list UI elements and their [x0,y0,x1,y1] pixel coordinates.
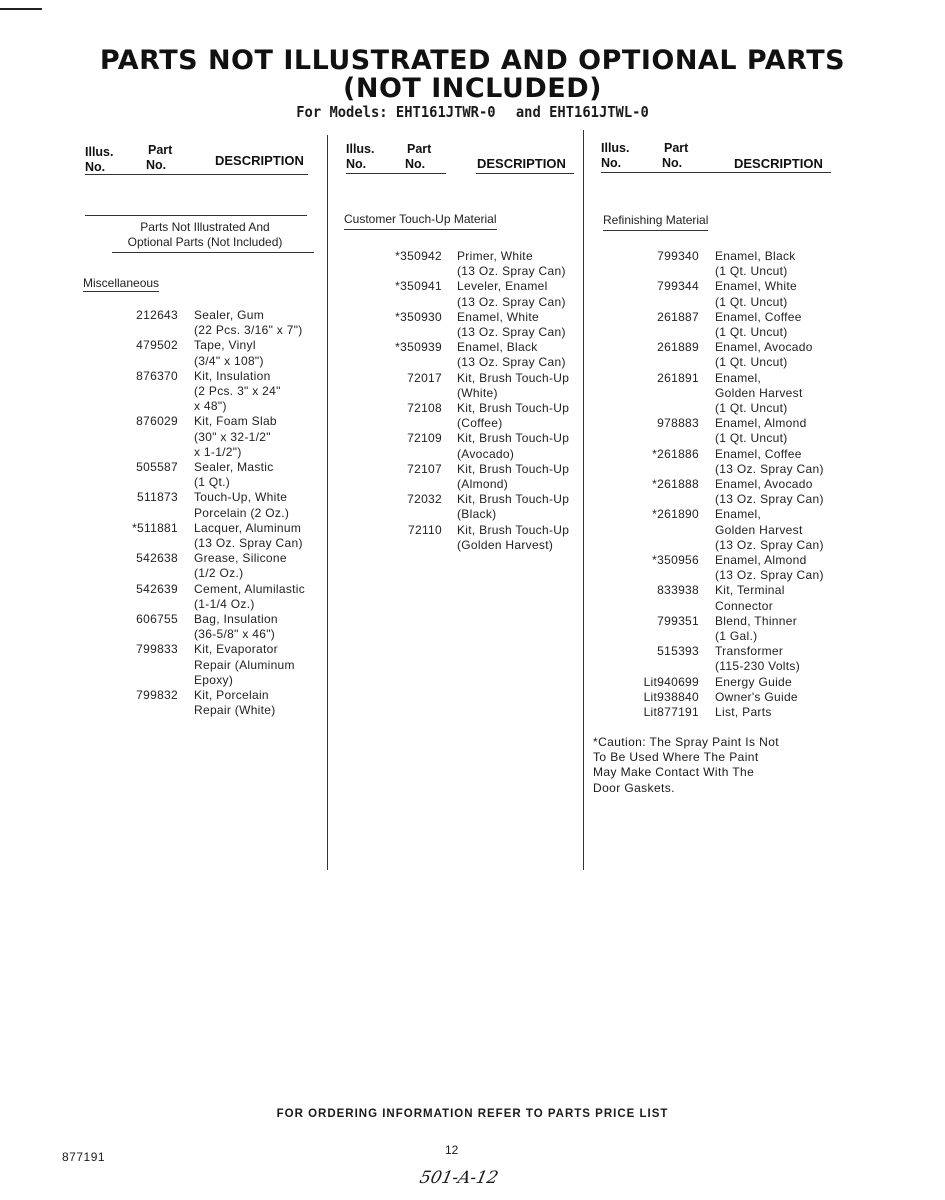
description-line: Kit, Brush Touch-Up [457,370,570,385]
part-description [194,460,274,490]
part-number: 799344 [657,279,699,294]
col3-header-rule [601,172,831,173]
part-description [715,249,796,279]
subtitle-prefix: For Models: EHT161JTWR-0 [296,103,496,121]
description-line: Lacquer, Aluminum [194,520,302,535]
description-line: Enamel, Avocado [715,477,813,491]
part-description [194,688,276,718]
description-line: Kit, Foam Slab [194,414,277,429]
description-line: x 1-1/2") [194,444,242,459]
description-line: (1 Qt. Uncut) [715,431,788,446]
description-line: Kit, Brush Touch-Up [457,401,570,415]
part-description [715,477,824,507]
part-number: 261887 [657,309,699,324]
description-line: Tape, Vinyl [194,338,256,353]
description-line: (13 Oz. Spray Can) [194,536,303,550]
part-number: *350942 [395,249,442,263]
ordering-note: FOR ORDERING INFORMATION REFER TO PARTS PRICE LIST [276,1108,669,1120]
part-number: 505587 [136,460,178,474]
part-description [194,642,295,688]
description-line: Energy Guide [715,674,792,689]
description-line: Repair (Aluminum [194,657,295,672]
page-title-line2: (NOT INCLUDED) [343,73,602,104]
part-number: 261889 [657,340,699,355]
description-line: (1 Qt.) [194,475,231,490]
caution-note [593,735,779,796]
description-line: Sealer, Gum [194,308,264,322]
part-description [715,310,802,340]
part-description [715,675,792,690]
col1-subsection: Miscellaneous [83,276,160,290]
description-line: (Avocado) [457,446,515,461]
col3-part-header: Part No. [662,141,689,170]
description-line: (1/2 Oz.) [194,566,244,581]
description-line: Connector [715,598,774,613]
description-line: (Almond) [457,477,509,491]
part-description [715,371,803,417]
part-number: 515393 [657,644,699,659]
description-line: Sealer, Mastic [194,460,274,474]
description-line: Kit, Insulation [194,368,271,383]
description-line: Owner's Guide [715,689,798,704]
part-number: 799832 [136,688,178,702]
part-number: 72107 [407,461,442,476]
description-line: (Golden Harvest) [457,537,554,552]
description-line: Kit, Brush Touch-Up [457,522,570,537]
description-line: (1-1/4 Oz.) [194,596,255,611]
col1-part-header: Part No. [146,143,173,172]
part-description [457,310,566,340]
part-description [715,416,807,446]
part-number: 511873 [137,490,178,505]
document-number: 877191 [62,1150,106,1164]
description-line: (115-230 Volts) [715,659,800,674]
description-line: (13 Oz. Spray Can) [457,294,566,309]
col2-part-header: Part No. [405,142,432,171]
description-line: Blend, Thinner [715,613,798,628]
description-line: Kit, Evaporator [194,642,278,657]
part-description [715,690,798,705]
description-line: Primer, White [457,249,533,263]
part-number: *261886 [652,446,699,461]
description-line: Enamel, Avocado [715,340,813,355]
description-line: (13 Oz. Spray Can) [457,325,566,339]
part-description [457,340,566,370]
description-line: Enamel, Coffee [715,309,802,324]
description-line: (13 Oz. Spray Can) [457,264,566,279]
col2-section-title: Customer Touch-Up Material [344,212,497,230]
col3-illus-header: Illus. No. [601,141,630,170]
description-line: (3/4" x 108") [194,353,264,368]
part-number: 72017 [407,370,442,385]
part-number: 542639 [136,581,178,596]
description-line: (1 Qt. Uncut) [715,264,788,279]
col1-section-rule-top [85,215,307,216]
part-number: 72109 [407,431,442,446]
description-line: (Coffee) [457,416,503,431]
part-number: 799833 [136,642,178,657]
part-number: 72108 [407,401,442,415]
subtitle-suffix: and EHT161JTWL-0 [515,103,649,121]
description-line: Transformer [715,644,784,659]
part-description [194,490,289,520]
description-line: Epoxy) [194,672,234,687]
description-line: Touch-Up, White [194,490,288,505]
part-description [715,507,824,553]
column-divider-1 [327,135,328,870]
col2-illus-header: Illus. No. [346,142,375,171]
part-number: 799340 [657,249,699,263]
part-description [194,414,277,460]
caution-line: To Be Used Where The Paint [593,750,759,765]
part-description [194,551,287,581]
part-description [194,308,303,338]
description-line: (1 Gal.) [715,629,758,643]
col2-header-rule-b [476,173,574,174]
description-line: Enamel, Almond [715,553,807,567]
part-description [194,369,281,415]
caution-line: Door Gaskets. [593,780,675,795]
part-description [715,279,797,309]
handwritten-note: 501-A-12 [417,1168,500,1188]
part-number: *261890 [652,507,699,522]
description-line: List, Parts [715,705,772,719]
part-description [194,521,303,551]
col3-description-header: DESCRIPTION [734,156,823,171]
col2-description-header: DESCRIPTION [477,156,566,171]
part-description [457,492,569,522]
description-line: (13 Oz. Spray Can) [715,492,824,507]
part-number: 479502 [136,338,178,353]
part-number: *511881 [132,520,178,535]
col3-section-title: Refinishing Material [603,213,708,231]
description-line: (1 Qt. Uncut) [715,401,788,415]
col1-illus-header: Illus. No. [85,145,114,174]
part-number: *350956 [652,553,699,567]
description-line: Enamel, Black [457,340,538,355]
description-line: (1 Qt. Uncut) [715,325,788,339]
page-number: 12 [445,1143,459,1157]
description-line: (1 Qt. Uncut) [715,355,788,370]
models-subtitle [38,103,907,121]
part-number: 799351 [657,613,699,628]
description-line: Enamel, [715,370,762,385]
description-line: Kit, Brush Touch-Up [457,461,570,476]
part-description [715,553,824,583]
part-number: 606755 [136,612,178,626]
part-number: 261891 [657,370,699,385]
part-description [457,401,569,431]
part-description [715,614,797,644]
description-line: Kit, Porcelain [194,688,269,702]
description-line: (13 Oz. Spray Can) [457,355,566,370]
part-number: *350939 [395,340,442,355]
description-line: (White) [457,385,498,400]
description-line: Enamel, Coffee [715,446,802,461]
part-number: Lit877191 [643,705,699,719]
part-description [457,249,566,279]
col1-description-header: DESCRIPTION [215,153,304,168]
part-number: *261888 [652,477,699,491]
part-number: *350941 [395,279,442,294]
part-number: Lit938840 [643,689,699,704]
part-number: 542638 [136,551,178,566]
col2-header-rule [346,173,446,174]
description-line: Enamel, White [715,279,797,294]
part-description [715,447,824,477]
description-line: (1 Qt. Uncut) [715,294,788,309]
part-description [715,705,772,720]
part-description [457,462,569,492]
part-description [194,338,264,368]
description-line: (30" x 32-1/2" [194,429,271,444]
description-line: (22 Pcs. 3/16" x 7") [194,323,303,338]
description-line: Golden Harvest [715,385,803,400]
part-description [715,583,785,613]
description-line: Cement, Alumilastic [194,581,306,596]
description-line: Kit, Brush Touch-Up [457,492,570,507]
part-description [194,612,278,642]
part-description [457,371,569,401]
description-line: Enamel, Almond [715,416,807,431]
col1-section-title: Parts Not Illustrated And Optional Parts (Not Included) [127,220,283,249]
part-description [715,340,813,370]
description-line: Golden Harvest [715,522,803,537]
part-description [194,582,305,612]
description-line: (13 Oz. Spray Can) [715,568,824,583]
part-number: 72032 [407,492,442,507]
part-number: 876370 [136,368,178,383]
corner-mark [0,8,42,10]
description-line: (13 Oz. Spray Can) [715,537,824,552]
description-line: Enamel, [715,507,762,522]
part-number: *350930 [395,309,442,324]
description-line: x 48") [194,399,227,414]
description-line: Leveler, Enamel [457,279,548,294]
col1-section-rule-bottom [112,252,314,253]
part-description [457,523,569,553]
part-description [457,431,569,461]
part-number: 72110 [408,522,442,537]
description-line: Grease, Silicone [194,551,287,566]
description-line: (13 Oz. Spray Can) [715,461,824,476]
column-divider-2 [583,130,584,870]
description-line: Kit, Terminal [715,583,785,598]
part-number: 876029 [136,414,178,429]
part-number: Lit940699 [643,674,699,689]
part-number: 833938 [657,583,699,598]
description-line: (36-5/8" x 46") [194,627,276,642]
page-title: PARTS NOT ILLUSTRATED AND OPTIONAL PARTS [99,45,846,76]
part-number: 212643 [136,308,178,322]
part-number: 978883 [657,416,699,431]
description-line: Repair (White) [194,703,276,718]
description-line: (Black) [457,507,497,522]
description-line: Bag, Insulation [194,612,278,626]
part-description [715,644,800,674]
description-line: Enamel, White [457,309,539,324]
caution-line: May Make Contact With The [593,765,755,780]
description-line: Enamel, Black [715,249,796,263]
part-description [457,279,566,309]
description-line: (2 Pcs. 3" x 24" [194,384,281,398]
caution-line: *Caution: The Spray Paint Is Not [593,735,780,749]
col1-header-rule [85,174,308,175]
description-line: Porcelain (2 Oz.) [194,505,290,520]
description-line: Kit, Brush Touch-Up [457,431,570,446]
